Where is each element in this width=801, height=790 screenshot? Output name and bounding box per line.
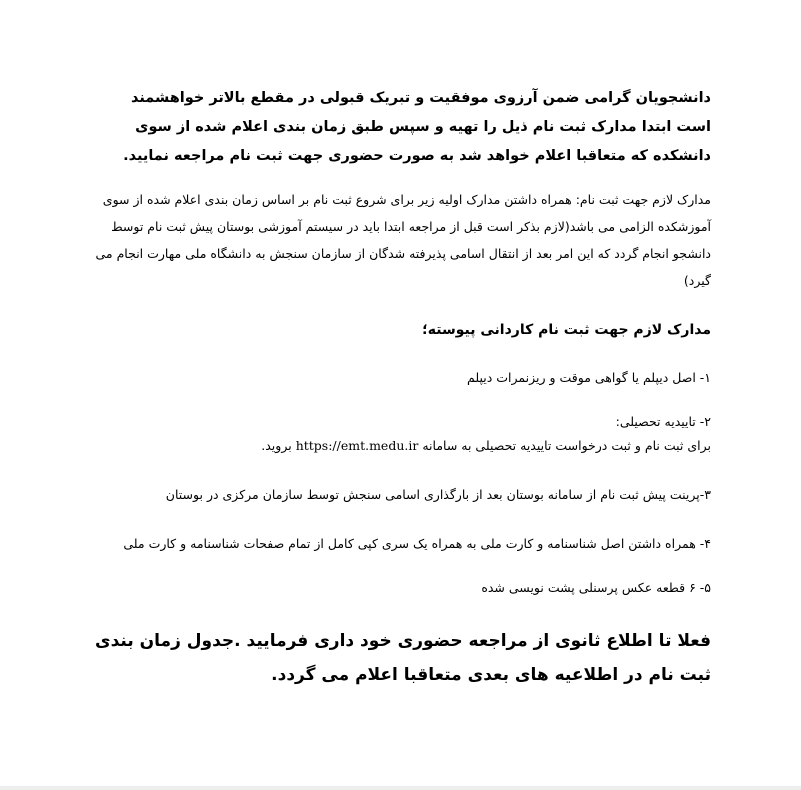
description-suffix: بروید. [261, 438, 292, 453]
list-item-id-documents: ۴- همراه داشتن اصل شناسنامه و کارت ملی به همراه یک سری کپی کامل از تمام صفحات شناسنامه و کارت ملی [123, 536, 711, 551]
section-heading: مدارک لازم جهت ثبت نام کاردانی پیوسته؛ [422, 322, 711, 338]
list-item-description [91, 434, 711, 458]
list-item-diploma: ۱- اصل دیپلم یا گواهی موقت و ریزنمرات دیپلم [467, 370, 711, 385]
registration-link[interactable]: https://emt.medu.ir [295, 438, 419, 453]
description-text: برای ثبت نام و ثبت درخواست تاییدیه تحصیلی به سامانه [422, 438, 711, 453]
intro-paragraph: دانشجویان گرامی ضمن آرزوی موفقیت و تبریک قبولی در مقطع بالاتر خواهشمند است ابتدا مدارک ثبت نام ذیل را تهیه و سپس طبق زمان بندی اعلام شده از سوی دانشکده که متعاقبا اعلام خواهد شد به صورت حضوری جهت ثبت نام مراجعه نمایید. [123, 90, 711, 164]
list-item-preregistration-print: ۳-پرینت پیش ثبت نام از سامانه بوستان بعد از بارگذاری اسامی سنجش توسط سازمان مرکزی در بوستان [165, 487, 711, 502]
page-bottom-divider [0, 786, 801, 790]
required-documents-paragraph: مدارک لازم جهت ثبت نام: همراه داشتن مدارک اولیه زیر برای شروع ثبت نام بر اساس زمان بندی اعلام شده از سوی آموزشکده الزامی می باشد(لازم بذکر است قبل از مراجعه ابتدا باید در سیستم آموزشی بوستان پیش ثبت نام توسط دانشجو انجام گردد که این امر بعد از انتقال اسامی پذیرفته شدگان از سازمان سنجش به دانشگاه ملی مهارت انجام می گیرد) [95, 192, 711, 288]
list-item-academic-verification [91, 410, 711, 458]
list-item-photos: ۵- ۶ قطعه عکس پرسنلی پشت نویسی شده [481, 580, 711, 595]
notice-paragraph: فعلا تا اطلاع ثانوی از مراجعه حضوری خود داری فرمایید .جدول زمان بندی ثبت نام در اطلاعیه های بعدی متعاقبا اعلام می گردد. [95, 631, 711, 685]
list-item-title: ۲- تاییدیه تحصیلی: [615, 414, 711, 429]
